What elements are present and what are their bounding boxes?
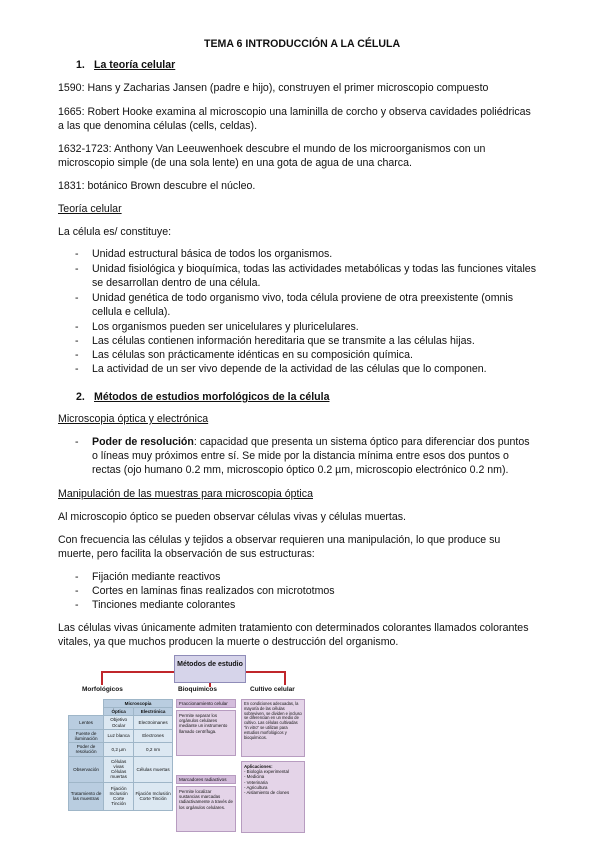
- list-item-continuation: rectas (ojo humano 0.2 mm, microscopio óptico 0.2 µm, microscopio electrónico 0.2 nm).: [92, 464, 509, 476]
- connector-line: [101, 671, 174, 673]
- list-item: - Unidad fisiológica y bioquímica, todas las actividades metabólicas y todas las funciones vitales: [75, 263, 536, 275]
- connector-line: [284, 671, 286, 685]
- paragraph-1632-line2: microscopio simple (de una sola lente) en una gota de agua de una charca.: [58, 157, 412, 169]
- paragraph-1665-line2: a las que denomina células (cells, celdas).: [58, 120, 258, 132]
- table-cell: Tratamiento de las muestras: [69, 782, 104, 810]
- fraccionamiento-title: Fraccionamiento celular: [176, 699, 236, 708]
- table-cell: Lentes: [69, 716, 104, 729]
- list-item: - Fijación mediante reactivos: [75, 571, 221, 583]
- table-row: [69, 743, 173, 756]
- table-cell: Electroimanes: [134, 716, 173, 729]
- intro-celula: La célula es/ constituye:: [58, 226, 172, 238]
- table-cell: Células muertas: [134, 756, 173, 782]
- list-item: - Las células son prácticamente idénticas en su composición química.: [75, 349, 413, 361]
- list-item-continuation: o líneas muy próximos entre sí. Se mide por la distancia mínima entre esos dos puntos o: [92, 450, 509, 462]
- marcadores-title: Marcadores radiactivos: [176, 775, 236, 784]
- section1-number: 1.: [76, 59, 85, 71]
- col-cultivo: Cultivo celular: [250, 686, 295, 693]
- connector-line: [246, 671, 286, 673]
- table-row: [69, 782, 173, 810]
- aplicaciones-box: Aplicaciones: - Biología experimental - Medicina - Veterinaria - Agricultura - Aislamiento de clones: [241, 761, 305, 833]
- paragraph-colorantes-line1: Las células vivas únicamente admiten tratamiento con determinados colorantes llamados colorantes: [58, 622, 529, 634]
- table-cell: [69, 700, 104, 708]
- list-item: - Unidad estructural básica de todos los organismos.: [75, 248, 333, 260]
- list-item-continuation: se desarrollan dentro de una célula.: [92, 277, 261, 289]
- microscopia-table: [68, 699, 173, 811]
- figure-top-box: Métodos de estudio: [174, 655, 246, 683]
- paragraph-1831: 1831: botánico Brown descubre el núcleo.: [58, 180, 256, 192]
- table-cell: Objetivo Ocular: [104, 716, 134, 729]
- list-item: - Tinciones mediante colorantes: [75, 599, 236, 611]
- table-cell: Observación: [69, 756, 104, 782]
- list-item-resolucion: - Poder de resolución: capacidad que presenta un sistema óptico para diferenciar dos puntos: [75, 436, 530, 448]
- section2-heading: Métodos de estudios morfológicos de la célula: [94, 391, 330, 403]
- table-cell: 0,2 nm: [134, 743, 173, 756]
- table-cell: 0,2 µm: [104, 743, 134, 756]
- table-cell: Fijación Inclusión Corte Tinción: [104, 782, 134, 810]
- paragraph-1665-line1: 1665: Robert Hooke examina al microscopio una laminilla de corcho y observa cavidades poliédricas: [58, 106, 531, 118]
- connector-line: [101, 671, 103, 685]
- list-item: - Los organismos pueden ser unicelulares y pluricelulares.: [75, 321, 359, 333]
- marcadores-text: Permite localizar sustancias marcadas radiactivamente a través de los orgánulos celulares.: [176, 786, 236, 832]
- table-row: [69, 716, 173, 729]
- table-row: [69, 729, 173, 742]
- table-cell: Óptica: [104, 708, 134, 716]
- subheading-manipulacion: Manipulación de las muestras para microscopia óptica: [58, 488, 313, 500]
- fraccionamiento-text: Permite separar los orgánulos celulares mediante un instrumento llamado centrífuga.: [176, 710, 236, 756]
- table-cell: Luz blanca: [104, 729, 134, 742]
- table-cell: Fuente de iluminación: [69, 729, 104, 742]
- paragraph-celulas-vivas: Al microscopio óptico se pueden observar células vivas y células muertas.: [58, 511, 406, 523]
- list-item: - La actividad de un ser vivo depende de la actividad de las células que lo componen.: [75, 363, 487, 375]
- table-cell: Células vivas Células muertas: [104, 756, 134, 782]
- col-bioquimicos: Bioquímicos: [178, 686, 218, 693]
- paragraph-manipulacion-line1: Con frecuencia las células y tejidos a observar requieren una manipulación, lo que produce su: [58, 534, 501, 546]
- col-morfologicos: Morfológicos: [82, 686, 123, 693]
- subheading-microscopia: Microscopia óptica y electrónica: [58, 413, 209, 425]
- paragraph-1590: 1590: Hans y Zacharias Jansen (padre e hijo), construyen el primer microscopio compuesto: [58, 82, 489, 94]
- list-item-continuation: cellula e cellula).: [92, 306, 171, 318]
- subheading-teoria-celular: Teoría celular: [58, 203, 122, 215]
- paragraph-manipulacion-line2: muerte, pero facilita la observación de sus estructuras:: [58, 548, 315, 560]
- table-cell: Fijación Inclusión Corte Tinción: [134, 782, 173, 810]
- list-item: - Unidad genética de todo organismo vivo, toda célula proviene de otra preexistente (omnis: [75, 292, 514, 304]
- table-row: [69, 756, 173, 782]
- paragraph-colorantes-line2: vitales, ya que muchos producen la muerte o destrucción del organismo.: [58, 636, 399, 648]
- page-title: TEMA 6 INTRODUCCIÓN A LA CÉLULA: [204, 38, 401, 50]
- table-cell: Electrones: [134, 729, 173, 742]
- table-cell: Poder de resolución: [69, 743, 104, 756]
- list-item: - Cortes en laminas finas realizados con micrototmos: [75, 585, 335, 597]
- section2-number: 2.: [76, 391, 85, 403]
- paragraph-1632-line1: 1632-1723: Anthony Van Leeuwenhoek descubre el mundo de los microorganismos con un: [58, 143, 486, 155]
- table-cell: Microscopia: [104, 700, 173, 708]
- section1-heading: La teoría celular: [94, 59, 176, 71]
- table-cell: [69, 708, 104, 716]
- table-cell: Electrónica: [134, 708, 173, 716]
- figure-metodos-estudio: [68, 655, 312, 843]
- list-item: - Las células contienen información hereditaria que se transmite a las células hijas.: [75, 335, 475, 347]
- cultivo-text: En condiciones adecuadas, la mayoría de las células sobreviven, se dividen e incluso se diferencian en un medio de cultivo. Las células cultivadas "in vitro" se utilizan para estudios morfológicos y bioquímicos.: [241, 699, 305, 757]
